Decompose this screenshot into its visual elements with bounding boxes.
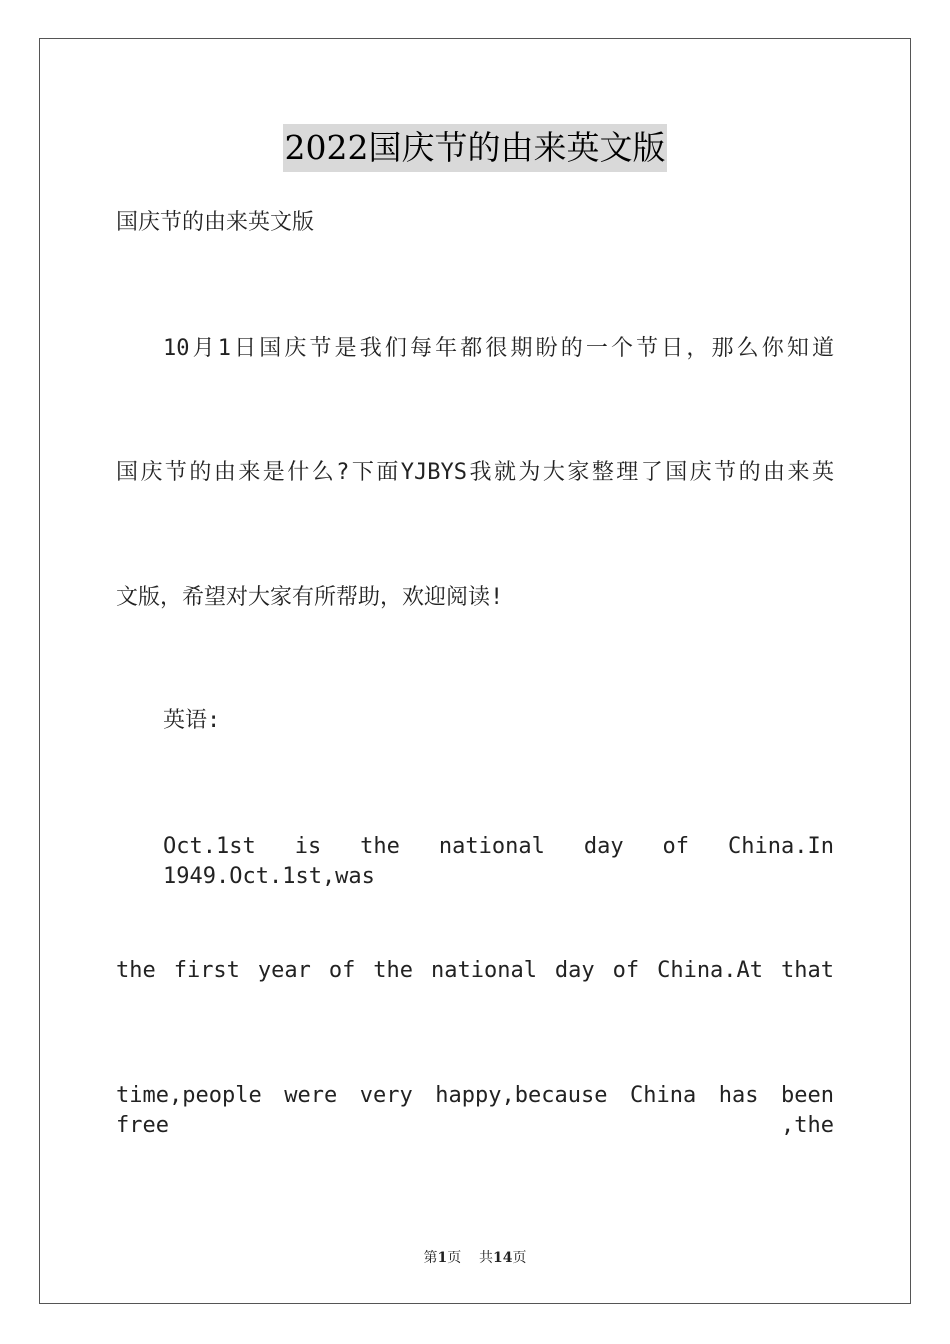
english-label: 英语: <box>163 708 221 733</box>
title-container <box>0 124 950 172</box>
paragraph1-line1: 10月1日国庆节是我们每年都很期盼的一个节日，那么你知道 <box>163 336 834 361</box>
footer-prefix: 第 <box>423 1250 438 1266</box>
footer-total-suffix: 页 <box>512 1250 527 1266</box>
footer-page-suffix: 页 <box>447 1250 462 1266</box>
footer-page-number: 1 <box>437 1250 448 1266</box>
page-footer <box>0 1247 950 1267</box>
paragraph1-line3: 文版，希望对大家有所帮助，欢迎阅读! <box>116 585 504 610</box>
paragraph2-line1: Oct.1st is the national day of China.In 1949.Oct.1st,was <box>163 834 834 889</box>
paragraph2-line3: time,people were very happy,because China has been free ,the <box>116 1083 834 1138</box>
subtitle: 国庆节的由来英文版 <box>116 210 315 235</box>
footer-total-prefix: 共 <box>479 1250 494 1266</box>
paragraph1-line2: 国庆节的由来是什么?下面YJBYS我就为大家整理了国庆节的由来英 <box>116 460 834 485</box>
page-title: 2022国庆节的由来英文版 <box>283 124 668 172</box>
footer-total-pages: 14 <box>493 1250 513 1266</box>
paragraph2-line2: the first year of the national day of China.At that <box>116 958 834 983</box>
